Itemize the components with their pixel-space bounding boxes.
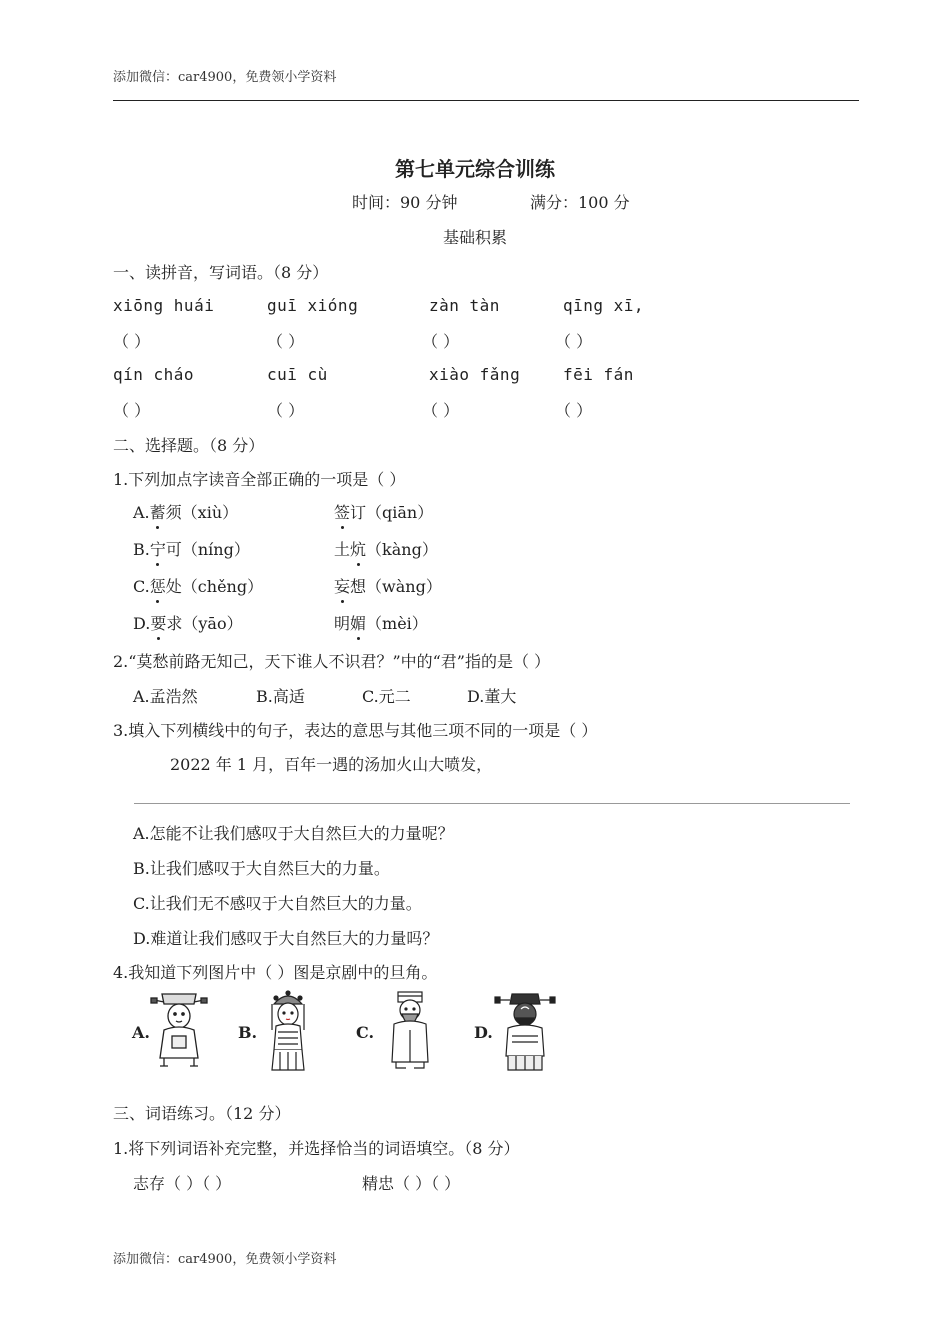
pinyin-item: guī xióng (267, 296, 359, 315)
option-c[interactable]: C.元二 (362, 687, 411, 706)
dotted-char: 签 (334, 500, 350, 523)
page-title: 第七单元综合训练 (395, 157, 555, 181)
option-word: 须 (165, 503, 182, 522)
option-pinyin: （wàng） (366, 577, 442, 596)
option-label: C. (133, 577, 150, 596)
option-a[interactable] (133, 500, 238, 523)
option-d-second (334, 611, 428, 634)
option-word: 想 (350, 577, 367, 596)
answer-blank[interactable]: （ ） (422, 332, 460, 351)
dotted-char: 媚 (350, 611, 366, 634)
option-d[interactable]: D.难道让我们感叹于大自然巨大的力量吗？ (133, 929, 439, 948)
q2-item1-stem: 1.下列加点字读音全部正确的一项是（ ） (113, 470, 406, 489)
q2-item3-context: 2022 年 1 月，百年一遇的汤加火山大喷发， (170, 755, 493, 774)
fill-in-line[interactable] (134, 803, 850, 804)
option-word: 处 (165, 577, 182, 596)
answer-blank[interactable]: （ ） (555, 332, 593, 351)
option-word: 明 (334, 614, 351, 633)
opera-figure-b-illustration (262, 990, 314, 1074)
option-label: D. (133, 614, 151, 633)
option-b-second (334, 537, 438, 560)
answer-blank[interactable]: （ ） (422, 401, 460, 420)
option-c-second (334, 574, 442, 597)
q2-item3-stem: 3.填入下列横线中的句子，表达的意思与其他三项不同的一项是（ ） (113, 721, 598, 740)
option-a-second (334, 500, 433, 523)
option-c[interactable]: C.让我们无不感叹于大自然巨大的力量。 (133, 894, 422, 913)
q2-item4-stem: 4.我知道下列图片中（ ）图是京剧中的旦角。 (113, 963, 438, 982)
word-fill-2[interactable]: 精忠（ ）（ ） (362, 1174, 461, 1193)
option-word: 求 (166, 614, 183, 633)
q3-heading: 三、词语练习。（12 分） (113, 1104, 291, 1123)
pinyin-item: qín cháo (113, 365, 195, 384)
pinyin-item: cuī cù (267, 365, 328, 384)
word-fill-1[interactable]: 志存（ ）（ ） (133, 1174, 232, 1193)
opera-figure-a-illustration (150, 990, 208, 1070)
exam-time: 时间：90 分钟 (352, 193, 458, 212)
option-word: 土 (334, 540, 351, 559)
dotted-char: 要 (150, 611, 166, 634)
option-word: 订 (350, 503, 367, 522)
option-pinyin: （chěng） (181, 577, 264, 596)
option-d[interactable]: D.董大 (467, 687, 517, 706)
option-label: A. (133, 503, 150, 522)
option-pinyin: （qiān） (366, 503, 434, 522)
dotted-char: 妄 (334, 574, 350, 597)
dotted-char: 蓄 (150, 500, 166, 523)
picture-option-label[interactable]: B. (238, 1023, 258, 1042)
q1-heading: 一、读拼音，写词语。（8 分） (113, 263, 329, 282)
q2-heading: 二、选择题。（8 分） (113, 436, 265, 455)
section-heading: 基础积累 (442, 228, 507, 247)
option-word: 可 (165, 540, 182, 559)
option-pinyin: （níng） (181, 540, 250, 559)
header-note: 添加微信：car4900，免费领小学资料 (113, 70, 337, 85)
option-pinyin: （yāo） (182, 614, 243, 633)
dotted-char: 惩 (150, 574, 166, 597)
option-b[interactable]: B.高适 (256, 687, 305, 706)
pinyin-item: xiào fǎng (429, 365, 521, 384)
q2-item2-stem: 2.“莫愁前路无知己，天下谁人不识君？”中的“君”指的是（ ） (113, 652, 551, 671)
picture-option-label[interactable]: C. (356, 1023, 375, 1042)
picture-option-label[interactable]: D. (474, 1023, 493, 1042)
dotted-char: 炕 (350, 537, 366, 560)
opera-figure-d-illustration (494, 990, 556, 1074)
option-b[interactable] (133, 537, 250, 560)
option-pinyin: （xiù） (181, 503, 239, 522)
answer-blank[interactable]: （ ） (267, 332, 305, 351)
pinyin-item: fēi fán (563, 365, 634, 384)
answer-blank[interactable]: （ ） (113, 401, 151, 420)
option-a[interactable]: A.孟浩然 (133, 687, 198, 706)
exam-score: 满分：100 分 (530, 193, 630, 212)
option-pinyin: （kàng） (366, 540, 438, 559)
answer-blank[interactable]: （ ） (555, 401, 593, 420)
option-d[interactable] (133, 611, 243, 634)
pinyin-item: qīng xī, (563, 296, 645, 315)
option-b[interactable]: B.让我们感叹于大自然巨大的力量。 (133, 859, 390, 878)
opera-figure-c-illustration (384, 990, 436, 1070)
option-a[interactable]: A.怎能不让我们感叹于大自然巨大的力量呢？ (133, 824, 454, 843)
header-divider (113, 100, 859, 101)
pinyin-item: zàn tàn (429, 296, 500, 315)
answer-blank[interactable]: （ ） (267, 401, 305, 420)
option-pinyin: （mèi） (366, 614, 428, 633)
dotted-char: 宁 (150, 537, 166, 560)
option-label: B. (133, 540, 150, 559)
pinyin-item: xiōng huái (113, 296, 215, 315)
option-c[interactable] (133, 574, 263, 597)
q3-item1-stem: 1.将下列词语补充完整，并选择恰当的词语填空。（8 分） (113, 1139, 520, 1158)
picture-option-label[interactable]: A. (132, 1023, 150, 1042)
footer-note: 添加微信：car4900，免费领小学资料 (113, 1252, 337, 1267)
answer-blank[interactable]: （ ） (113, 332, 151, 351)
